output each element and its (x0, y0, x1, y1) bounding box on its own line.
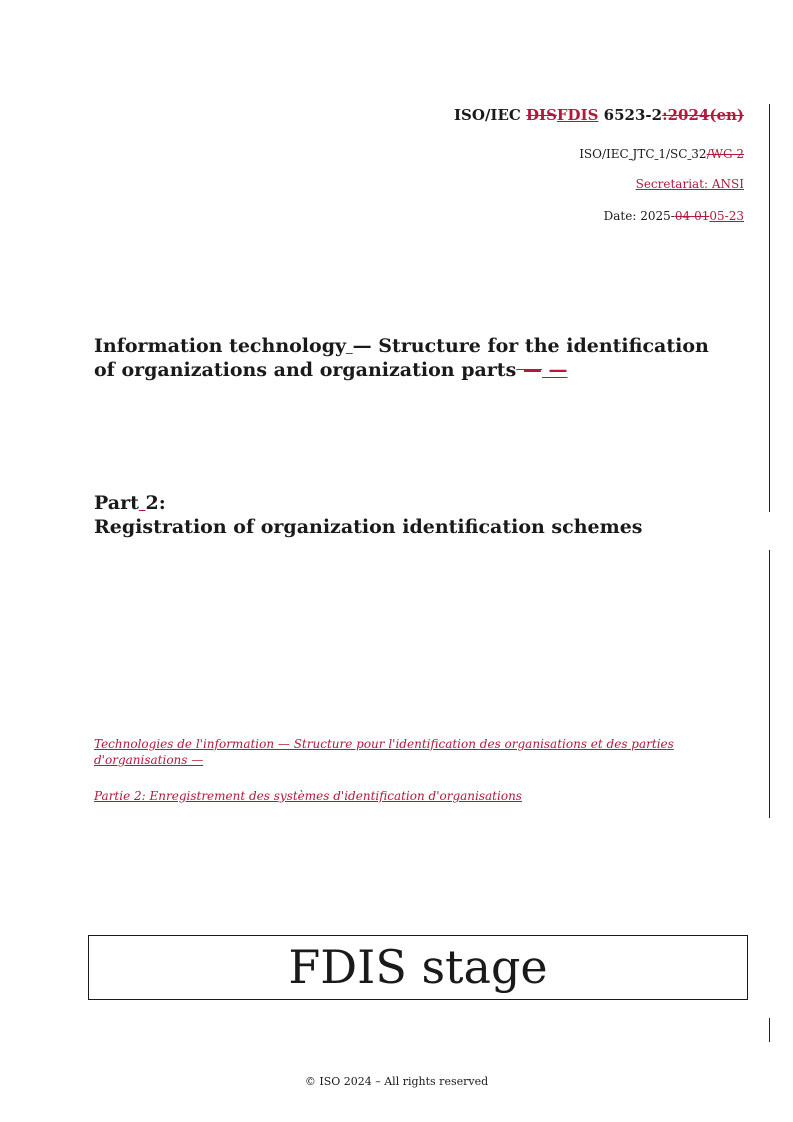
stage-box (88, 935, 748, 1000)
french-main-title: Technologies de l'information — Structure pour l'identification des organisations et des parties d'organisations — (94, 737, 674, 767)
part-number: 2: (145, 492, 166, 514)
main-title (94, 334, 734, 382)
inserted-stage: FDIS (556, 106, 599, 124)
title-text: Information technology (94, 335, 347, 357)
date-label: Date: 2025- (603, 209, 675, 223)
committee-number: 32 (691, 147, 707, 161)
change-bar (769, 1018, 770, 1042)
stage-label: FDIS stage (288, 940, 548, 994)
copyright-footer: © ISO 2024 – All rights reserved (304, 1075, 489, 1088)
doc-number-prefix: ISO/IEC (454, 106, 527, 124)
committee-deleted-wg: /WG 2 (706, 147, 744, 161)
title-ins-space (346, 335, 353, 357)
part-title-text: Registration of organization identification schemes (94, 516, 643, 538)
committee-sc: 1/SC (658, 147, 688, 161)
committee-line (579, 147, 744, 161)
title-inserted-dash: — (541, 359, 568, 381)
change-bar (769, 550, 770, 818)
french-part-title: Partie 2: Enregistrement des systèmes d'identification d'organisations (94, 789, 522, 803)
date-line (604, 209, 744, 223)
document-number (454, 106, 744, 124)
deleted-suffix: :2024(en) (662, 106, 744, 124)
part-label: Part (94, 492, 139, 514)
doc-number-value: 6523-2 (598, 106, 663, 124)
part-title (94, 491, 734, 539)
committee-org: ISO/IEC (579, 147, 629, 161)
secretariat: Secretariat: ANSI (635, 177, 744, 191)
date-deleted: 04-01 (674, 209, 710, 223)
change-bar (769, 104, 770, 512)
committee-jtc: JTC (632, 147, 655, 161)
date-inserted: 05-23 (709, 209, 744, 223)
title-deleted-dash: — (516, 359, 542, 381)
part-ins-space (139, 492, 146, 514)
deleted-stage: DIS (526, 106, 557, 124)
title-text: — Structure for the identification of organizations and organization parts (94, 335, 709, 381)
part-heading (94, 491, 734, 515)
